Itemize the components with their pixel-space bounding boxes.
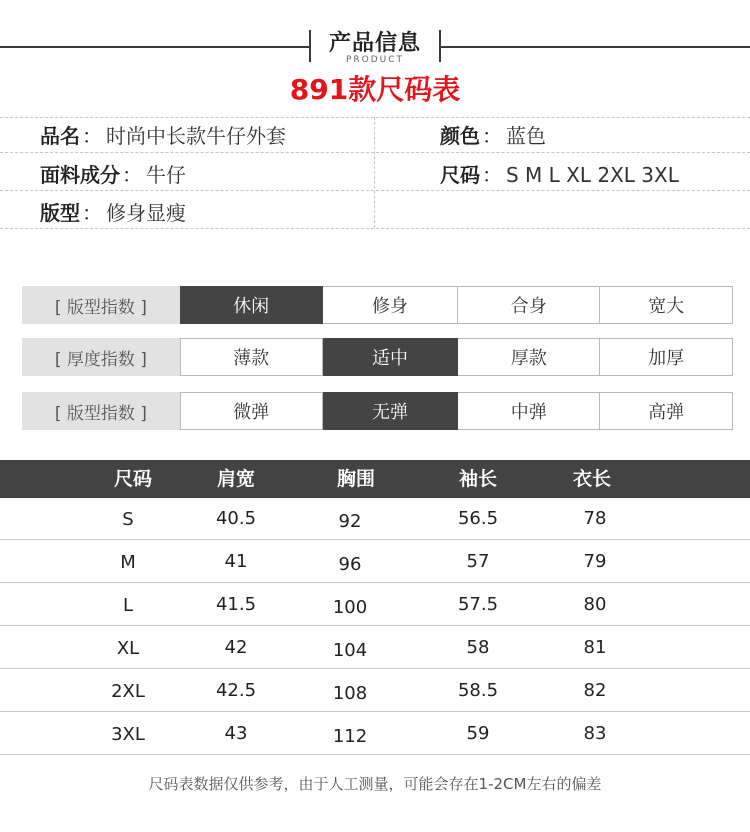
table-cell: 2XL	[111, 681, 145, 702]
info-color: 颜色 ： 蓝色	[440, 124, 546, 148]
row-divider	[0, 754, 750, 755]
table-cell: 96	[338, 554, 362, 575]
info-key: 面料成分	[40, 163, 120, 187]
row-divider	[0, 711, 750, 712]
index-row-label: [ 版型指数 ]	[22, 392, 180, 430]
info-fit: 版型 ： 修身显瘦	[40, 201, 186, 225]
page-title: 产品信息	[328, 31, 421, 56]
disclaimer-note: 尺码表数据仅供参考，由于人工测量，可能会存在1-2CM左右的偏差	[148, 775, 602, 793]
info-fabric: 面料成分 ： 牛仔	[40, 163, 186, 187]
table-cell: 58.5	[457, 680, 499, 701]
index-option: 适中	[323, 338, 459, 376]
table-cell: 42	[224, 637, 248, 658]
index-row-stretch	[22, 392, 733, 430]
index-row-label: [ 版型指数 ]	[22, 286, 180, 324]
row-divider	[0, 625, 750, 626]
page-subtitle: PRODUCT	[345, 55, 405, 65]
row-divider	[0, 668, 750, 669]
column-header: 肩宽	[216, 468, 255, 490]
info-divider	[0, 190, 750, 191]
table-cell: 57.5	[457, 594, 499, 615]
index-option: 无弹	[323, 392, 459, 430]
table-cell: 41	[224, 551, 248, 572]
index-row-label: [ 厚度指数 ]	[22, 338, 180, 376]
header-rule-left	[0, 46, 310, 48]
index-option: 中弹	[458, 392, 600, 430]
table-cell: 58	[466, 637, 490, 658]
row-divider	[0, 582, 750, 583]
index-row-style	[22, 286, 733, 324]
index-option: 薄款	[180, 338, 323, 376]
table-cell: 42.5	[215, 680, 257, 701]
index-option: 加厚	[600, 338, 733, 376]
column-header: 胸围	[336, 468, 375, 490]
table-cell: 92	[338, 511, 362, 532]
table-cell: XL	[116, 638, 140, 659]
table-cell: 56.5	[457, 508, 499, 529]
index-option: 微弹	[180, 392, 323, 430]
table-cell: M	[120, 552, 136, 573]
table-cell: 104	[332, 640, 368, 661]
table-cell: 40.5	[215, 508, 257, 529]
table-cell: 83	[583, 723, 607, 744]
info-divider	[0, 228, 750, 229]
table-cell: 80	[583, 594, 607, 615]
table-cell: 59	[466, 723, 490, 744]
info-key: 版型	[40, 201, 80, 225]
info-column-divider	[374, 117, 375, 228]
table-cell: L	[122, 595, 134, 616]
info-value: 时尚中长款牛仔外套	[106, 124, 286, 148]
table-cell: 81	[583, 637, 607, 658]
info-value: 修身显瘦	[106, 201, 186, 225]
index-option: 高弹	[600, 392, 733, 430]
table-cell: 79	[583, 551, 607, 572]
index-option: 休闲	[180, 286, 323, 324]
info-key: 尺码	[440, 163, 480, 187]
info-divider	[0, 152, 750, 153]
table-cell: 82	[583, 680, 607, 701]
info-divider	[0, 117, 750, 118]
column-header: 袖长	[458, 468, 497, 490]
index-option: 合身	[458, 286, 600, 324]
index-option: 修身	[323, 286, 459, 324]
size-table-header	[0, 460, 750, 498]
table-cell: 43	[224, 723, 248, 744]
column-header: 衣长	[572, 468, 611, 490]
info-value: 蓝色	[506, 124, 546, 148]
table-cell: 3XL	[111, 724, 145, 745]
info-key: 颜色	[440, 124, 480, 148]
header-rule-right	[440, 46, 750, 48]
info-key: 品名	[40, 124, 80, 148]
table-cell: 100	[332, 597, 368, 618]
size-chart-title: 891款尺码表	[289, 73, 461, 106]
index-option: 宽大	[600, 286, 733, 324]
info-value: 牛仔	[146, 163, 186, 187]
table-cell: 41.5	[215, 594, 257, 615]
info-sizes: 尺码 ： S M L XL 2XL 3XL	[440, 163, 679, 187]
table-cell: 108	[332, 683, 368, 704]
info-product-name: 品名 ： 时尚中长款牛仔外套	[40, 124, 286, 148]
info-value: S M L XL 2XL 3XL	[506, 163, 679, 187]
column-header: 尺码	[113, 468, 152, 490]
table-cell: 78	[583, 508, 607, 529]
index-option: 厚款	[458, 338, 600, 376]
table-cell: S	[122, 509, 134, 530]
table-cell: 112	[332, 726, 368, 747]
row-divider	[0, 539, 750, 540]
index-row-thickness	[22, 338, 733, 376]
table-cell: 57	[466, 551, 490, 572]
